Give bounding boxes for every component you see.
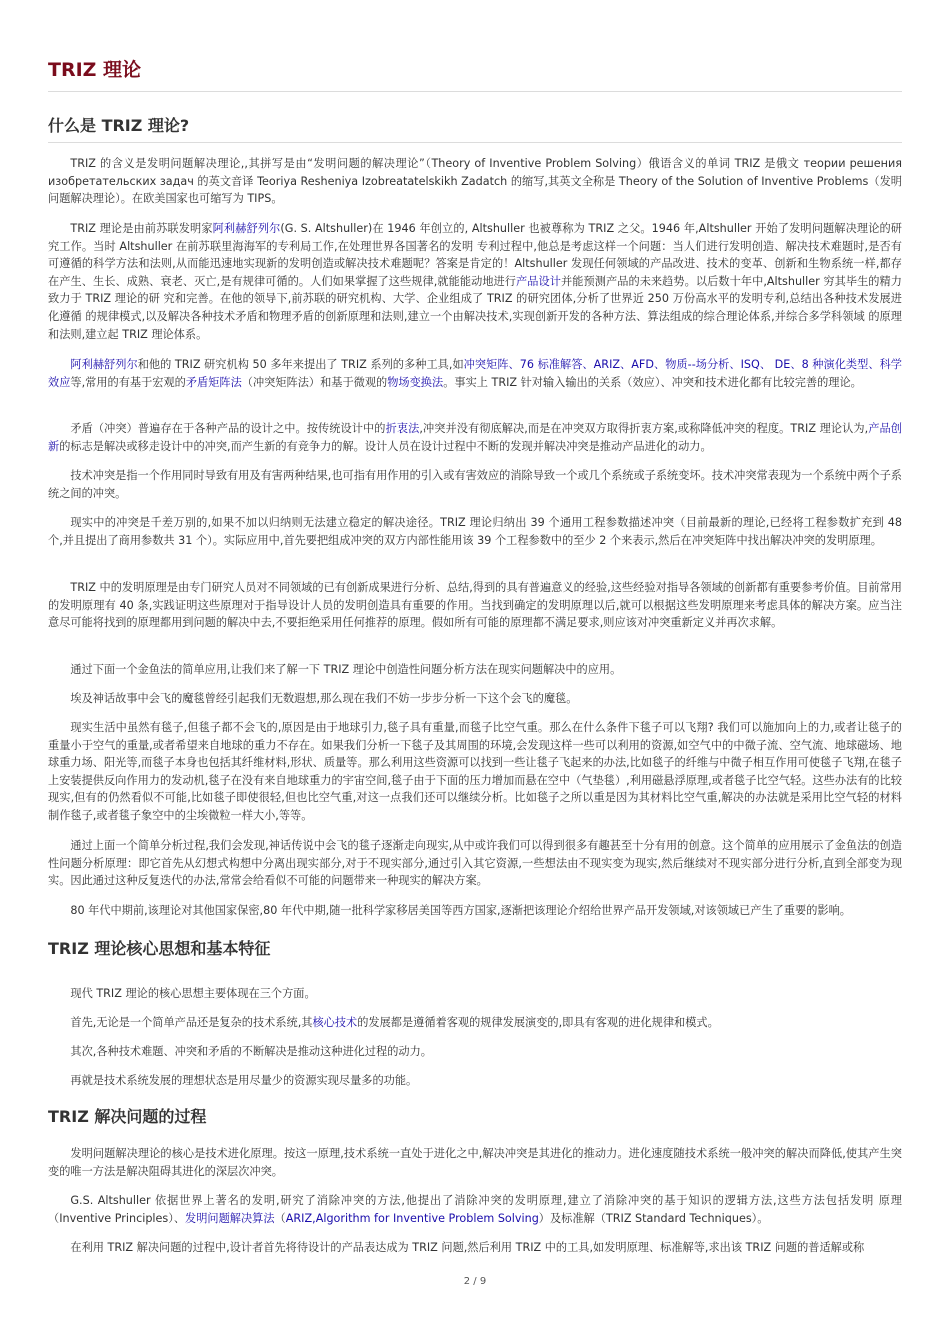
paragraph: 通过下面一个金鱼法的简单应用,让我们来了解一下 TRIZ 理论中创造性问题分析方法在现实问题解决中的应用。	[70, 663, 622, 676]
paragraph: 发明问题解决理论的核心是技术进化原理。按这一原理,技术系统一直处于进化之中,解决冲突是其进化的推动力。进化速度随技术系统一般冲突的解决而降低,使其产生突变的唯一方法是解决阻碍其进化的深层次冲突。	[48, 1147, 902, 1178]
paragraph-text: 等,常用的有基于宏观的	[70, 375, 186, 389]
paragraph	[48, 1014, 902, 1032]
paragraph: 通过上面一个简单分析过程,我们会发现,神话传说中会飞的毯子逐渐走向现实,从中或许我们可以得到很多有趣甚至十分有用的创意。这个简单的应用展示了金鱼法的创造性问题分析原理：即它首先从幻想式构想中分离出现实部分,对于不现实部分,通过引入其它资源,一些想法由不现实变为现实,然后继续对不现实部分进行分析,直到全部变为现实。因此通过这种反复迭代的办法,常常会给看似不可能的问题带来一种现实的解决方案。	[48, 839, 902, 888]
link-compromise-method[interactable]: 折衷法	[385, 422, 420, 435]
paragraph-text: 矛盾（冲突）普遍存在于各种产品的设计之中。按传统设计中的	[70, 422, 386, 435]
section-heading-core-ideas: TRIZ 理论核心思想和基本特征	[48, 939, 271, 958]
paragraph-text: ）及标准解（TRIZ Standard Techniques）。	[538, 1211, 769, 1225]
paragraph: 在利用 TRIZ 解决问题的过程中,设计者首先将待设计的产品表达成为 TRIZ 问题,然后利用 TRIZ 中的工具,如发明原理、标准解等,求出该 TRIZ 问题的普适解或称	[70, 1241, 865, 1254]
link-product-design[interactable]: 产品设计	[516, 274, 562, 288]
link-altshuller[interactable]: 阿利赫舒列尔	[70, 358, 138, 371]
section-heading-what-is-triz: 什么是 TRIZ 理论?	[48, 115, 902, 143]
paragraph: TRIZ 中的发明原理是由专门研究人员对不同领域的已有创新成果进行分析、总结,得到的具有普遍意义的经验,这些经验对指导各领域的创新都有重要参考价值。目前常用的发明原理有 40 条,实践证明这些原理对于指导设计人员的发明创造具有重要的作用。当找到确定的发明原理以后,就可以根据这些发明原理来考虑具体的解决方案。应当注意尽可能将找到的原理都用到问题的解决中去,不要拒绝采用任何推荐的原理。假如所有可能的原理都不满足要求,则应该对冲突重新定义并再次求解。	[48, 581, 902, 630]
paragraph-text: ,冲突并没有彻底解决,而是在冲突双方取得折衷方案,或称降低冲突的程度。TRIZ 理论认为,	[419, 422, 869, 435]
paragraph	[48, 356, 902, 391]
link-field-transformation[interactable]: 物场变换法	[387, 375, 444, 389]
paragraph: 80 年代中期前,该理论对其他国家保密,80 年代中期,随一批科学家移居美国等西方国家,逐渐把该理论介绍给世界产品开发领域,对该领域已产生了重要的影响。	[70, 904, 851, 917]
paragraph	[48, 155, 902, 208]
paragraph-text: 首先,无论是一个简单产品还是复杂的技术系统,其	[70, 1016, 313, 1029]
link-product-innovation[interactable]: 产品创新	[48, 422, 902, 453]
paragraph-text: 的标志是解决或移走设计中的冲突,而产生新的有竞争力的解。设计人员在设计过程中不断的发现并解决冲突是推动产品进化的动力。	[59, 439, 712, 453]
link-ariz-algorithm[interactable]: ARIZ,Algorithm for Inventive Problem Solving	[285, 1211, 539, 1225]
link-ariz[interactable]: 发明问题解决算法	[185, 1211, 275, 1225]
paragraph	[48, 1192, 902, 1227]
paragraph-text: 的发展都是遵循着客观的规律发展演变的,即具有客观的进化规律和模式。	[357, 1016, 719, 1029]
paragraph: 技术冲突是指一个作用同时导致有用及有害两种结果,也可指有用作用的引入或有害效应的消除导致一个或几个系统或子系统变坏。技术冲突常表现为一个系统中两个子系统之间的冲突。	[48, 469, 902, 500]
link-contradiction-matrix[interactable]: 矛盾矩阵法	[185, 375, 242, 389]
paragraph-text: （冲突矩阵法）和基于微观的	[241, 375, 388, 389]
paragraph-text: TRIZ 的含义是发明问题解决理论,,其拼写是由“发明问题的解决理论”（Theory of Inventive Problem Solving）俄语含义的单词 TRIZ 是俄文 теории решения изобретательских задач 的英文音译 Teoriya Resheniya Izobreatatelskikh Zadatch 的缩写,其英文全称是 Theory of the Solution of Inventive Problems（发明问题解决理论）。在欧美国家也可缩写为 TIPS。	[48, 157, 902, 206]
paragraph-text: 并能预测产品的未来趋势。以后数十年中,Altshuller 穷其毕生的精力致力于 TRIZ 理论的研 究和完善。在他的领导下,前苏联的研究机构、大学、企业组成了 TRIZ 的研究团体,分析了世界近 250 万份高水平的发明专利,总结出各种技术发展进化遵循 的规律模式,以及解决各种技术矛盾和物理矛盾的创新原理和法则,建立一个由解决技术,实现创新开发的各种方法、算法组成的综合理论体系,并综合多学科领域 的原理和法则,建立起 TRIZ 理论体系。	[48, 274, 902, 341]
paragraph: 其次,各种技术难题、冲突和矛盾的不断解决是推动这种进化过程的动力。	[70, 1045, 432, 1058]
page-number: 2 / 9	[463, 1276, 487, 1287]
link-altshuller[interactable]: 阿利赫舒列尔	[212, 222, 281, 235]
paragraph	[48, 420, 902, 455]
paragraph-text: TRIZ 理论是由前苏联发明家	[70, 222, 213, 235]
paragraph-text: 和他的 TRIZ 研究机构 50 多年来提出了 TRIZ 系列的多种工具,如	[137, 358, 464, 371]
paragraph-text: G.S. Altshuller 依据世界上著名的发明,研究了消除冲突的方法,他提出了消除冲突的发明原理,建立了消除冲突的基于知识的逻辑方法,这些方法包括发明 原理（Inventive Principles）、	[48, 1194, 902, 1225]
link-core-technology[interactable]: 核心技术	[312, 1016, 358, 1029]
page-title: TRIZ 理论	[48, 58, 902, 92]
link-triz-tools[interactable]: 冲突矩阵、76 标准解答、ARIZ、AFD、物质--场分析、ISQ、 DE、8 种演化类型、科学效应	[48, 358, 902, 389]
paragraph: 现实生活中虽然有毯子,但毯子都不会飞的,原因是由于地球引力,毯子具有重量,而毯子比空气重。那么在什么条件下毯子可以飞翔? 我们可以施加向上的力,或者让毯子的重量小于空气的重量,或者希望来自地球的重力不存在。如果我们分析一下毯子及其周围的环境,会发现这样一些可以利用的资源,如空气中的中微子流、空气流、地球磁场、地球重力场、阳光等,而毯子本身也包括其纤维材料,形状、质量等。那么利用这些资源可以找到一些让毯子飞起来的办法,比如毯子的纤维与中微子相互作用可使毯子飞翔,在毯子上安装提供反向作用力的发动机,毯子在没有来自地球重力的宇宙空间,毯子由于下面的压力增加而悬在空中（气垫毯）,利用磁悬浮原理,或者毯子比空气轻。这些办法有的比较现实,但有的仍然看似不可能,比如毯子即使很轻,但也比空气重,对这一点我们还可以继续分析。比如毯子之所以重是因为其材料比空气重,解决的办法就是采用比空气轻的材料制作毯子,或者毯子象空中的尘埃微粒一样大小,等等。	[48, 721, 902, 822]
paragraph: 埃及神话故事中会飞的魔毯曾经引起我们无数遐想,那么现在我们不妨一步步分析一下这个会飞的魔毯。	[70, 692, 578, 705]
paragraph-text: (G. S. Altshuller)在 1946 年创立的, Altshuller 也被尊称为 TRIZ 之父。1946 年,Altshuller 开始了发明问题解决理论的研究工作。当时 Altshuller 在前苏联里海海军的专利局工作,在处理世界各国著名的发明 专利过程中,他总是考虑这样一个问题：当人们进行发明创造、解决技术难题时,是否有可遵循的科学方法和法则,从而能迅速地实现新的发明创造或解决技术难题呢？答案是肯定的！Altshuller 发现任何领域的产品改进、技术的变革、创新和生物系统一样,都存在产生、生长、成熟、衰老、灭亡,是有规律可循的。人们如果掌握了这些规律,就能能动地进行	[48, 222, 902, 288]
paragraph	[48, 220, 902, 343]
paragraph: 现代 TRIZ 理论的核心思想主要体现在三个方面。	[70, 987, 316, 1000]
paragraph: 现实中的冲突是千差万别的,如果不加以归纳则无法建立稳定的解决途径。TRIZ 理论归纳出 39 个通用工程参数描述冲突（目前最新的理论,已经将工程参数扩充到 48 个,并且提出了商用参数共 31 个）。实际应用中,首先要把组成冲突的双方内部性能用该 39 个工程参数中的至少 2 个来表示,然后在冲突矩阵中找出解决冲突的发明原理。	[48, 516, 902, 547]
paragraph-text: 。事实上 TRIZ 针对输入输出的关系（效应）、冲突和技术进化都有比较完善的理论。	[443, 375, 862, 389]
paragraph: 再就是技术系统发展的理想状态是用尽量少的资源实现尽量多的功能。	[70, 1074, 418, 1087]
section-heading-process: TRIZ 解决问题的过程	[48, 1107, 207, 1126]
paragraph-text: （	[274, 1211, 286, 1225]
